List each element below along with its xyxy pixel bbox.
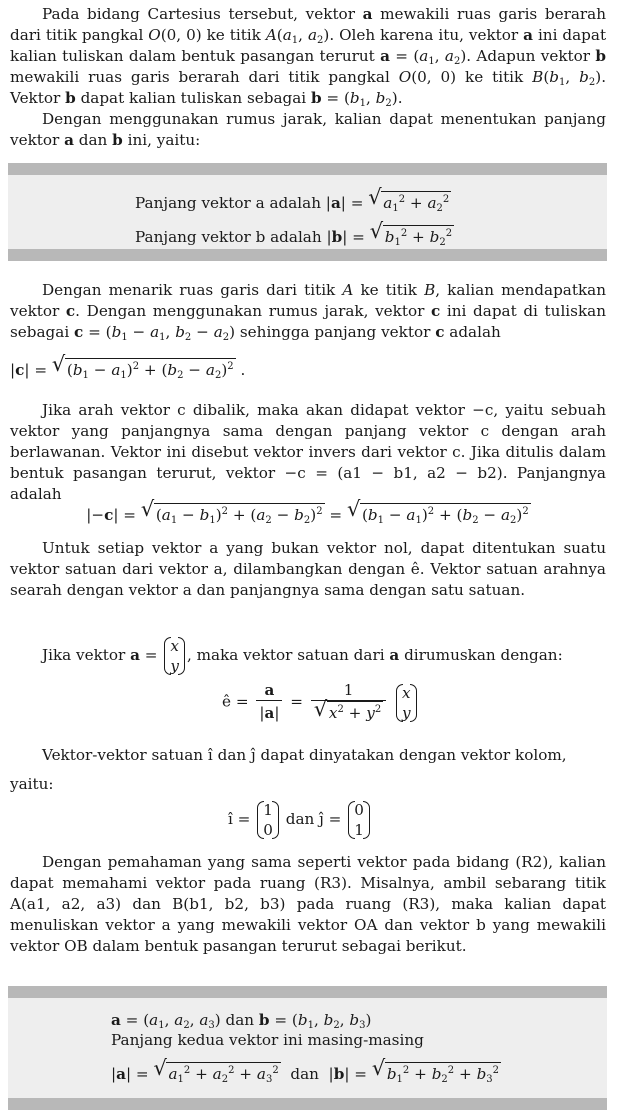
- formula-length-a: Panjang vektor a adalah |a| = √ $a_1^2 + a_2^2$: [135, 185, 450, 214]
- paragraph-vector-c: Dengan menarik ruas garis dari titik A ke titik B, kalian mendapatkan vektor c. Dengan menggunakan rumus jarak, vektor c ini dapat di tuliskan sebagai $c = (b_1 - a_1$, $b_2 - a_2$) sehingga panjang vektor c adalah: [10, 281, 606, 343]
- formula-box-2: [8, 986, 607, 1110]
- text-lengths-heading: Panjang kedua vektor ini masing-masing: [111, 1031, 424, 1049]
- paragraph-vectors-r3: Dengan pemahaman yang sama seperti vektor pada bidang (R2), kalian dapat memahami vektor pada ruang (R3). Misalnya, ambil sebarang titik A(a1, a2, a3) dan B(b1, b2, b3) pada ruang (R3), maka kalian dapat menuliskan vektor a yang mewakili vektor OA dan vektor b yang mewakili vektor OB dalam bentuk pasangan terurut sebagai berikut.: [10, 853, 606, 955]
- paragraph-inverse-vector: Jika arah vektor c dibalik, maka akan didapat vektor −c, yaitu sebuah vektor yang panjangnya sama dengan panjang vektor c dengan arah berlawanan. Vektor ini disebut vektor invers dari vektor c. Jika ditulis dalam bentuk pasangan terurut, vektor −c = (a1 − b1, a2 − b2). Panjangnya adalah: [10, 401, 606, 503]
- formula-length-c: |c| = √ $(b_1 - a_1)^2 + (b_2 - a_2)^2$ .: [10, 352, 246, 381]
- column-vector-xy: x y: [164, 636, 185, 676]
- formula-unit-ij: î = 1 0 dan ĵ = 0 1: [228, 800, 372, 840]
- paragraph-distance-formula: Dengan menggunakan rumus jarak, kalian dapat menentukan panjang vektor a dan b ini, yaitu:: [10, 110, 606, 149]
- formula-length-b: Panjang vektor b adalah |b| = √ $b_1^2 + b_2^2$: [135, 219, 453, 248]
- formula-box-1: [8, 163, 607, 261]
- formula-length-minus-c: |−c| = √ $(a_1 - b_1)^2 + (a_2 - b_2)^2$ = √ $(b_1 - a_1)^2 + (b_2 - a_2)^2$: [86, 497, 529, 526]
- paragraph-vector-a-b: Pada bidang Cartesius tersebut, vektor a mewakili ruas garis berarah dari titik pangkal O(0, 0) ke titik $A(a_1$, $a_2$). Oleh karena itu, vektor a ini dapat kalian tuliskan dalam bentuk pasangan terurut $a = (a_1$, $a_2$). Adapun vektor b mewakili ruas garis berarah dari titik pangkal O(0, 0) ke titik $B(b_1$, $b_2$). Vektor b dapat kalian tuliskan sebagai $b = (b_1$, $b_2$).: [10, 5, 607, 109]
- paragraph-unit-vectors-ij: Vektor-vektor satuan î dan ĵ dapat dinyatakan dengan vektor kolom,: [42, 746, 567, 764]
- paragraph-unit-vector: Untuk setiap vektor a yang bukan vektor nol, dapat ditentukan suatu vektor satuan dari vektor a, dilambangkan dengan ê. Vektor satuan arahnya searah dengan vektor a dan panjangnya sama dengan satu satuan.: [10, 539, 606, 599]
- formula-unit-vector: ê = $\frac{a}{|a|}$ = 1 √ $x^2 + y^2$ x y: [222, 680, 419, 725]
- formula-a-b-r3: $a = (a_1$, $a_2$, $a_3$) dan $b = (b_1$, $b_2$, $b_3$): [111, 1011, 372, 1031]
- formula-lengths-r3: |a| = √ $a_1^2 + a_2^2 + a_3^2$ dan |b| = √ $b_1^2 + b_2^2 + b_3^2$: [111, 1056, 500, 1085]
- formula-vector-a-column: Jika vektor a = x y , maka vektor satuan dari a dirumuskan dengan:: [42, 637, 563, 675]
- label-yaitu: yaitu:: [10, 775, 54, 793]
